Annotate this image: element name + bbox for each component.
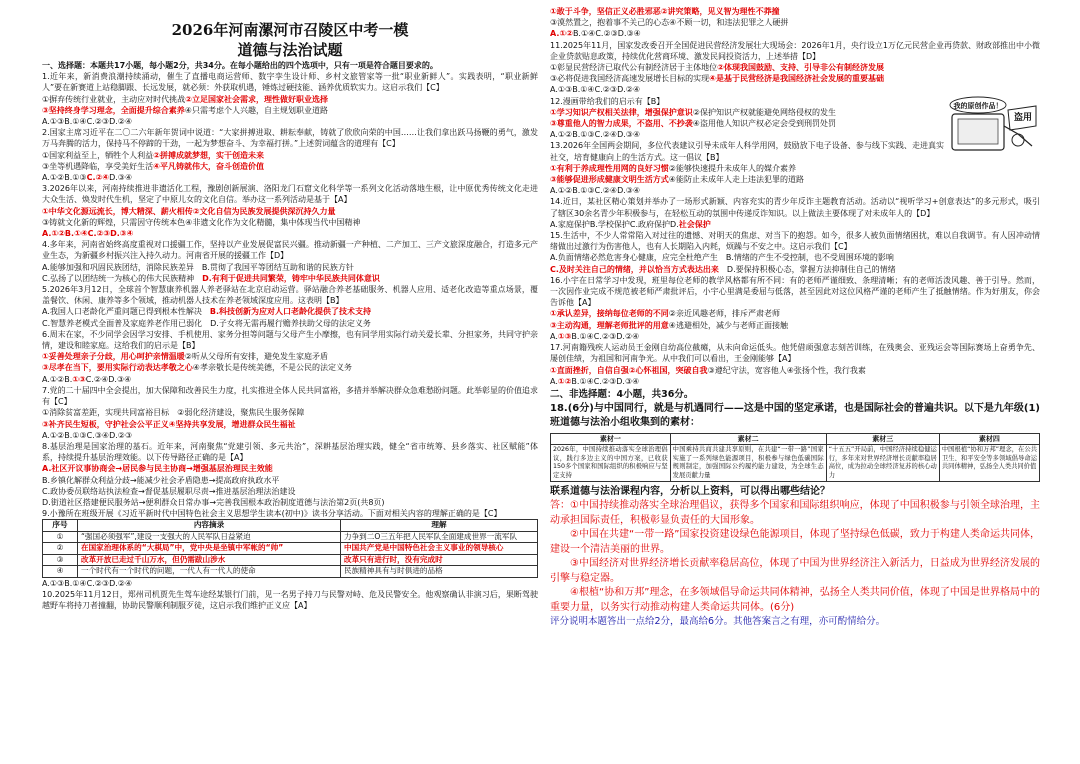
q9-cell-content: “强国必须强军”,建设一支强大的人民军队日益紧迫 — [78, 531, 341, 543]
q13-stem: 13.2026年全国两会期间，多位代表建议引导未成年人科学用网，鼓励放下电子设备、参与线下实践、走进真实社交，培育健康向上的生活方式。这一倡议【B】 — [550, 141, 944, 162]
q5-options-row2: C.智慧养老模式全面普及家庭养老作用已弱化 D.子女将无需再履行赡养扶助父母的法定义务 — [42, 318, 371, 328]
q9-table-row — [43, 554, 538, 566]
q9-header-understand: 理解 — [341, 520, 538, 532]
q8-option-a: A.社区开议事协商会→居民参与民主协商→增强基层治理民主效能 — [42, 464, 273, 474]
q7-options-row1: ①消除贫富差距，实现共同富裕目标 ②弱化经济建设，聚焦民生服务保障 — [42, 408, 305, 418]
q17-stem: 17.河南籍残疾人运动员王金刚自幼高位截瘫，从未向命运低头。他凭借顽强意志刻苦训练，在残奥会、亚残运会等国际赛场上奋勇争先、屡创佳绩，为祖国和河南争光。从中我们可以看出，王金刚能够【A】 — [550, 343, 1040, 364]
q2-options-row1: ①国家利益至上，牺牲个人利益②拼搏成就梦想，实干创造未来 — [42, 150, 264, 160]
q11-answers: A.①③B.①④C.②③D.②④ — [550, 85, 641, 95]
q11-stem: 11.2025年11月，国家发改委召开全国促进民营经济发展壮大现场会：2026年1月，央行设立1万亿元民营企业再贷款、财政部推出中小微企业贷款贴息政策，持续优化营商环境、激发民间投资活力，上述举措【D】 — [550, 40, 1040, 61]
q18-rubric: 评分说明本题答出一点给2分，最高给6分。其他答案言之有理，亦可酌情给分。 — [550, 616, 886, 628]
q18-answer-4: ④根植“协和万邦”理念，在多领域倡导命运共同体精神，弘扬全人类共同价值，体现了中国是世界格局中的重要力量，以务实行动推动构建人类命运共同体。(6分) — [550, 587, 1040, 613]
q9-cell-understand: 力争到二O三五年把人民军队全面建成世界一流军队 — [341, 531, 538, 543]
q9-cell-content: 一个时代有一个时代的问题，一代人有一代人的使命 — [78, 566, 341, 578]
q18-table-row — [551, 445, 1040, 482]
q3-options-row2: ③铸就文化新的辉煌，只需因守传统本色④非遗文化作为文化精髓，集中体现当代中国精神 — [42, 217, 361, 227]
q5-stem: 5.2026年3月12日，全球首个智慧康养机器人养老驿站在北京启动运营。驿站融合养老基础服务、机器人应用、适老化改造等重点场景，覆盖餐饮、休闲、康养等多个领域，推动机器人技术在养老领域深度应用。这表明【B】 — [42, 285, 538, 306]
q12-stem: 12.漫画带给我们的启示有【B】 — [550, 96, 665, 106]
q16-answers: A.①③B.①④C.②③D.②④ — [550, 331, 640, 341]
q6-options-row1: ①妥善处理亲子分歧，用心呵护亲情温暖②听从父母所有安排，避免发生家庭矛盾 — [42, 352, 328, 362]
q8-option-c: C.政协委员联络站执法检查→督促基层履职尽责→推进基层治理法治建设 — [42, 486, 296, 496]
q18-answer-3: ③中国经济对世界经济增长贡献率稳居高位，体现了中国为世界经济注入新活力，日益成为世界经济发展的引擎与稳定器。 — [550, 558, 1040, 584]
q18-question: 联系道德与法治课程内容，分析以上资料，可以得出哪些结论？ — [550, 485, 830, 497]
q6-options-row2: ③尽孝在当下，要用实际行动表达孝敬之心④孝亲敬长是传统美德，不是公民的法定义务 — [42, 363, 352, 373]
q16-options-row2: ③主动沟通，理解老师批评的用意④逃避相处，减少与老师正面接触 — [550, 320, 788, 330]
q9-header-no: 序号 — [43, 520, 78, 532]
q3-options-row1: ①中华文化源远流长，博大精深、薪火相传②文化自信为民族发展提供深沉持久力量 — [42, 206, 336, 216]
q9-cell-understand: 改革只有进行时，没有完成时 — [341, 554, 538, 566]
q9-cell-content: 改革开放已走过千山万水，但仍需跋山涉水 — [78, 554, 341, 566]
q3-answers: A.①②B.①④C.②③D.③④ — [42, 229, 134, 239]
q7-answers: A.①②B.①③C.③④D.②③ — [42, 430, 133, 440]
q14-stem: 14.近日，某社区精心策划并举办了一场形式新颖、内容充实的青少年反诈主题教育活动。活动以“视听学习+创意表达”的多元形式，吸引了辖区30余名青少年积极参与，在轻松互动的氛围中传递反诈知识。以上做法主要体现了对未成年人的【D】 — [550, 197, 1040, 218]
q2-answers: A.①②B.①③C.②④D.③④ — [42, 173, 133, 183]
exam-subtitle: 道德与法治试题 — [237, 41, 343, 59]
q15-options-row2: C.及时关注自己的情绪，并以恰当方式表达出来 D.要保持积极心态，掌握方法抑制住自己的情绪 — [550, 264, 896, 274]
q8-option-b: B.乡镇化解群众利益分歧→能减少社会矛盾隐患→提高政府执政水平 — [42, 475, 280, 485]
cartoon-image — [948, 96, 1040, 152]
q8-option-d: D.街道社区搭建便民服务站→便利群众日常办事→完善我国根本政治制度道德与法治第2页(共8页) — [42, 497, 385, 507]
q1-answers: A.①③B.①④C.②③D.②④ — [42, 117, 133, 127]
q13-options-row2: ③能够促进形成健康文明生活方式④能防止未成年人走上违法犯罪的道路 — [550, 175, 804, 185]
q1-options-row2: ③坚持终身学习理念，全面提升综合素养④只需考虑个人兴趣，自主规划职业道路 — [42, 105, 328, 115]
q18-answer-2: ②中国在共建“一带一路”国家投资建设绿色能源项目，体现了坚持绿色低碳，致力于构建人类命运共同体，建设一个清洁美丽的世界。 — [550, 529, 1040, 555]
q2-stem: 2.国家主席习近平在二〇二六年新年贺词中说道：“大家拼搏进取、耕耘奉献，铸就了欣欣向荣的中国……让我们拿出跃马扬鞭的勇气，激发万马奔腾的活力，保持马不停蹄的干劲，一起为梦想奋斗、为幸福打拼。”上述贺词蕴含的道理有【C】 — [42, 128, 538, 149]
q18-stem: 18.(6分)与中国同行，就是与机遇同行——这是中国的坚定承诺，也是国际社会的普遍共识。以下是九年级(1)班道德与法治小组收集到的素材： — [550, 402, 1040, 429]
q10-answers: A.①②B.①④C.②③D.③④ — [550, 29, 641, 39]
q9-cell-no: ④ — [43, 566, 78, 578]
q4-stem: 4.多年来，河南省始终高度重视对口援疆工作，坚持以产业发展促富民兴疆。推动新疆一产种植、二产加工、三产文旅深度融合，打造多元产业生态，为新疆乡村振兴注入持久动力。河南省开展的援疆工作【D】 — [42, 240, 538, 261]
q16-stem: 16.小宇在日常学习中发现，班里每位老师的教学风格都有所不同：有的老师严谨细致、条理清晰；有的老师活泼风趣、善于引导。然而，一次因作业完成不规范被老师严肃批评后，小宇心里满是委屈与低落，甚至因此对这位风格严谨的老师产生了抵触情绪。作为好朋友，你会告诉他【A】 — [550, 275, 1040, 308]
q9-cell-content: 在国家治理体系的“大棋局”中，党中央是坐镇中军帐的“帅” — [78, 543, 341, 555]
q15-stem: 15.生活中，不少人常常陷入对过往的遗憾、对明天的焦虑、对当下的抱怨。如今，很多人被负面情绪困扰，难以自我调节。有人因冲动情绪做出过激行为伤害他人，也有人长期陷入内耗，烦躁与不安之中。这启示我们【C】 — [550, 231, 1040, 252]
q9-table-row — [43, 566, 538, 578]
q1-options-row1: ①摒弃传统行业就业，主动应对时代挑战②立足国家社会需求，理性做好职业选择 — [42, 94, 328, 104]
q12-options-row1: ①学习知识产权相关法律，增强保护意识②保护知识产权就能避免网络侵权的发生 — [550, 107, 836, 117]
q9-cell-no: ② — [43, 543, 78, 555]
q18-material-cell: “十五五”开局前，中国经济持续稳健运行，多年来对世界经济增长贡献率稳居高位，成为拉动全球经济复苏的核心动力 — [826, 445, 939, 482]
q11-options-row2: ③必将促进我国经济高速发展增长目标的实现④是基于民营经济是我国经济社会发展的重要基础 — [550, 74, 884, 84]
q9-answers: A.①③B.①④C.②③D.②④ — [42, 578, 133, 588]
q15-options-row1: A.负面情绪必然危害身心健康，应完全杜绝产生 B.情绪的产生不受控制，也不受周围环境的影响 — [550, 253, 894, 263]
q6-stem: 6.周末在家，不少同学会因学习安排、手机使用、家务分担等问题与父母产生小摩擦，也有同学用实际行动关爱长辈、分担家务，共同守护亲情，建设和睦家庭。这给我们的启示是【B】 — [42, 329, 538, 351]
q10-stem: 10.2025年11月12日，郑州司机贾先生驾车途经某银行门前，见一名男子持刀与民警对峙、危及民警安全。他观察确认非演习后，果断驾驶越野车将持刀者撞翻，协助民警顺利制服歹徒，这启示我们维护正义应【A】 — [42, 590, 538, 611]
q2-options-row2: ③坐等机遇降临，享受美好生活④平凡铸就伟大，奋斗创造价值 — [42, 161, 264, 171]
exam-title: 2026年河南漯河市召陵区中考一模 — [171, 21, 409, 39]
q9-cell-no: ① — [43, 531, 78, 543]
q10-options-row1: ①敢于斗争，坚信正义必胜邪恶②讲究策略，见义智为理性不莽撞 — [550, 7, 780, 16]
svg-text:盗用: 盗用 — [1013, 112, 1033, 123]
q9-table-row — [43, 543, 538, 555]
q18-material-cell: 中国根植“协和万邦”理念，在公共卫生、和平安全等多领域倡导命运共同体精神，弘扬全人类共同价值 — [939, 445, 1039, 482]
section-two-heading: 二、非选择题：4小题，共36分。 — [550, 388, 694, 400]
q18-answer-1: 答：①中国持续推动落实全球治理倡议，获得多个国家和国际组织响应，体现了中国积极参与引领全球治理，主动承担国际责任，积极彰显负责任的大国形象。 — [550, 500, 1040, 526]
q18-material-cell: 2026年，中国持续推动落实全球治理倡议，践行多边主义的中国方案，已收获150多个国家和国际组织的积极响应与坚定支持 — [551, 445, 671, 482]
q18-table-header — [551, 433, 1040, 444]
q18-header-cell: 素材一 — [551, 433, 671, 444]
q9-cell-no: ③ — [43, 554, 78, 566]
q12-block — [550, 96, 1040, 141]
q7-stem: 7.党的二十届四中全会提出，加大保障和改善民生力度，扎实推进全体人民共同富裕，多措并举解决群众急难愁盼问题。此举彰显的价值追求有【C】 — [42, 385, 538, 407]
q6-answers: A.①②B.①③C.②④D.③④ — [42, 374, 132, 384]
q18-header-cell: 素材三 — [826, 433, 939, 444]
q14-options: A.家庭保护B.学校保护C.政府保护D.社会保护 — [550, 219, 711, 229]
q9-stem: 9.小豫所在班级开展《习近平新时代中国特色社会主义思想学生读本(初中)》读书分享活动。下面对相关内容的理解正确的是【C】 — [42, 509, 502, 519]
q10-options-row2: ③漠然置之，抱着事不关己的心态④不顾一切，和违法犯罪之人硬拼 — [550, 18, 789, 28]
q18-material-table — [550, 433, 1040, 482]
q5-options-row1: A.我国人口老龄化严重问题已得到根本性解决 B.科技创新为应对人口老龄化提供了技术支持 — [42, 307, 372, 317]
q18-header-cell: 素材二 — [670, 433, 826, 444]
q12-options-row2: ③尊重他人的智力成果，不盗用、不抄袭④盗用他人知识产权必定会受到刑罚处罚 — [550, 119, 836, 129]
q16-options-row1: ①承认差异，接纳每位老师的不同②亲近风趣老师，排斥严肃老师 — [550, 309, 780, 319]
q4-options-row1: A.能够加强和巩固民族团结，消除民族差异 B.贯彻了我国平等团结互助和谐的民族方针 — [42, 262, 354, 272]
q9-table — [42, 519, 538, 578]
q18-material-cell: 中国乘持共商共建共享原则，在共建“一带一路”国家实施了一系列绿色能源项目，积极参与绿色低碳国际规则制定，加强国际公约履约能力建设，为全球生态发展贡献力量 — [670, 445, 826, 482]
q7-options-row2: ③补齐民生短板，守护社会公平正义④坚持共享发展，增进群众民生福祉 — [42, 419, 296, 429]
svg-text:我的原创作品！: 我的原创作品！ — [953, 101, 1003, 110]
q8-stem: 8.基层治理是国家治理的基石。近年来，河南聚焦“党建引领、多元共治”，深耕基层治理实践，健全“省市统筹、县乡落实、社区赋能”体系，持续提升基层治理效能。以下传导路径正确的是【A】 — [42, 441, 538, 463]
q11-options-row1: ①彰显民营经济已取代公有制经济居于主体地位②体现我国鼓励、支持、引导非公有制经济发展 — [550, 63, 884, 73]
q9-header-content: 内容摘录 — [78, 520, 341, 532]
q18-header-cell: 素材四 — [939, 433, 1039, 444]
right-column — [550, 6, 1040, 629]
q13-answers: A.①②B.①③C.②④D.③④ — [550, 186, 641, 196]
q3-stem: 3.2026年以来，河南持续推进非遗活化工程，豫剧创新展演、洛阳龙门石窟文化科学等一系列文化活动落地生根，让中原优秀传统文化走进大众生活、焕发时代生机，坚定了中原儿女的文化自信。举办这一系列活动是基于【A】 — [42, 184, 538, 205]
q12-answers: A.①②B.①③C.②④D.③④ — [550, 130, 641, 140]
q9-cell-understand: 民族精神具有与时俱进的品格 — [341, 566, 538, 578]
q9-table-header — [43, 520, 538, 532]
q9-table-row — [43, 531, 538, 543]
section-one-heading: 一、选择题：本题共17小题，每小题2分，共34分。在每小题给出的四个选项中，只有一项是符合题目要求的。 — [42, 61, 438, 70]
q13-options-row1: ①有利于养成理性用网的良好习惯②能够快速提升未成年人的媒介素养 — [550, 163, 796, 173]
left-column — [42, 6, 538, 611]
q9-cell-understand: 中国共产党是中国特色社会主义事业的领导核心 — [341, 543, 538, 555]
q17-answers: A.①②B.①④C.②③D.③④ — [550, 376, 640, 386]
q1-stem: 1.近年来，新消费浪潮持续涌动，催生了直播电商运营师、数字孪生设计师、乡村文旅管家等一批“职业新鲜人”。实践表明，“职业新鲜人”要在新赛道上站稳脚跟、长远发展，就必须：外获取机遇，锤炼过硬技能、涵养优质软实力。这启示我们【C】 — [42, 72, 538, 93]
q17-options: ①直面挫折，自信自强②心怀祖国，突破自我③遵纪守法，宽容他人④张扬个性，我行我素 — [550, 365, 866, 375]
q4-options-row2: C.弘扬了以团结统一为核心的伟大民族精神 D.有利于促进共同繁荣，铸牢中华民族共同体意识 — [42, 273, 380, 283]
